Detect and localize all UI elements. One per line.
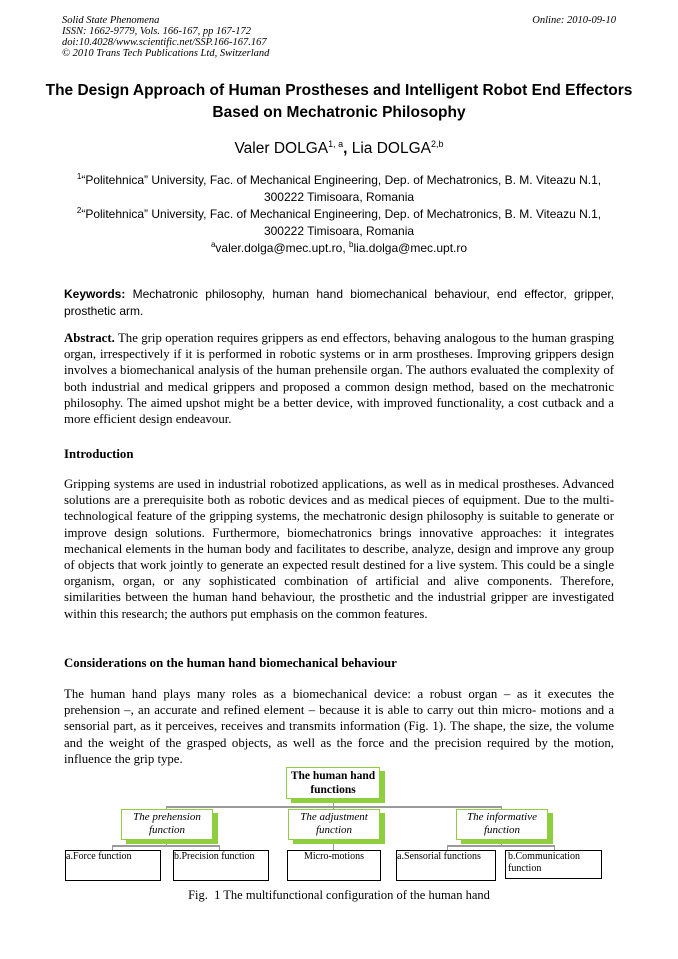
email-line [60, 236, 618, 257]
leaf-sensorial-functions [396, 850, 496, 881]
paper-title: The Design Approach of Human Prostheses and Intelligent Robot End Effectors Based on Mechatronic Philosophy [45, 82, 633, 121]
connector-b1-h [112, 845, 220, 847]
keywords-text: Mechatronic philosophy, human hand biomechanical behaviour, end effector, gripper, prosthetic arm. [64, 287, 614, 318]
author-1-sup: 1, a [328, 139, 344, 149]
introduction-text: Gripping systems are used in industrial robotized applications, as well as in medical prostheses. Advanced solutions are a prerequisite both as robotic devices and as medical pieces of equipment. Due to the multi-technological feature of the gripping systems, the mechatronic design philosophy is suitable to generate or improve design solutions. Furthermore, biomechatronics brings innovative approaches: it integrates mechanical elements in the human body and facilitates to describe, analyze, design and improve any group of objects that work jointly to generate an expected result destined for a live system. This could be a single organism, organ, or any sophisticated combination of artificial and alive components. Therefore, similarities between the human hand behaviour, the prosthetic and the industrial gripper are investigated within this research; the authors put emphasis on the common features. [64, 477, 614, 621]
aff-1-line-2: 300222 Timisoara, Romania [263, 190, 415, 204]
author-separator: , [343, 140, 348, 158]
diagram-root-box [286, 767, 380, 799]
diagram-root-label: The human hand functions [290, 770, 376, 796]
author-line [40, 134, 638, 159]
abstract [64, 330, 614, 427]
email-b[interactable]: lia.dolga@mec.upt.ro [353, 241, 468, 255]
copyright-line: © 2010 Trans Tech Publications Ltd, Switzerland [62, 48, 270, 59]
leaf-sensorial-label: a.Sensorial functions [397, 851, 481, 862]
considerations-text: The human hand plays many roles as a biomechanical device: a robust organ – as it executes the prehension –, an accurate and refined element – because it is able to carry out thin micro- motions and a sensorial part, as it perceives, receives and transmits information (Fig. 1). The shape, the size, the volume and the weight of the grasped objects, as well as the force and the precision required by the motion, influence the grip type. [64, 687, 614, 766]
leaf-communication-function [505, 850, 602, 879]
connector-level1 [166, 806, 502, 808]
aff-1-sup: 1 [76, 172, 82, 181]
issn-line: ISSN: 1662-9779, Vols. 166-167, pp 167-172 [62, 26, 251, 37]
connector-b3-h [447, 845, 555, 847]
leaf-force-function [65, 850, 161, 881]
email-b-sup: b [349, 240, 354, 249]
diagram-branch-informative [456, 809, 548, 840]
keywords [64, 286, 614, 320]
author-2-sup: 2,b [430, 139, 444, 149]
aff-1-line-1: “Politehnica” University, Fac. of Mechanical Engineering, Dep. of Mechatronics, B. M. Viteazu N.1, [81, 173, 602, 187]
aff-2-line-2: 300222 Timisoara, Romania [263, 224, 415, 238]
author-2: Lia DOLGA [347, 140, 431, 158]
leaf-micro-motions-label: Micro-motions [304, 851, 364, 862]
affiliation-2 [60, 202, 618, 240]
leaf-micro-motions [287, 850, 381, 881]
leaf-precision-label: b.Precision function [174, 851, 255, 862]
online-date: Online: 2010-09-10 [532, 15, 616, 26]
keywords-label: Keywords: [64, 287, 126, 301]
figure-1-caption: Fig. 1 The multifunctional configuration of the human hand [188, 888, 490, 902]
branch-informative-label: The informative function [467, 811, 537, 836]
diagram-branch-adjustment [288, 809, 380, 840]
branch-prehension-label: The prehension function [133, 811, 201, 836]
diagram-branch-prehension [121, 809, 213, 840]
aff-2-line-1: “Politehnica” University, Fac. of Mechanical Engineering, Dep. of Mechatronics, B. M. Viteazu N.1, [81, 207, 602, 221]
connector-b2-down [333, 839, 334, 850]
leaf-force-label: a.Force function [66, 851, 132, 862]
email-separator: , [342, 241, 349, 255]
aff-2-sup: 2 [76, 206, 82, 215]
abstract-label: Abstract. [64, 331, 115, 345]
branch-adjustment-label: The adjustment function [300, 811, 368, 836]
abstract-text: The grip operation requires grippers as end effectors, behaving analogous to the human grasping organ, irrespectively if it is performed in robotic systems or in arm prostheses. Improving grippers design involves a biomechanical analysis of the human prehensile organ. The authors evaluated the complexity of both industrial and medical grippers and proposed a common design method, based on the mechatronic philosophy. The aimed upshot might be a better device, with improved functionality, a cost cutback and a more efficient design endeavour. [64, 331, 614, 427]
email-a[interactable]: valer.dolga@mec.upt.ro [215, 241, 343, 255]
affiliation-1 [60, 168, 618, 206]
journal-name: Solid State Phenomena [62, 15, 160, 26]
leaf-communication-label: b.Communication function [508, 851, 580, 874]
doi-line: doi:10.4028/www.scientific.net/SSP.166-167.167 [62, 37, 267, 48]
journal-header [62, 15, 269, 59]
considerations-heading: Considerations on the human hand biomechanical behaviour [64, 656, 397, 670]
leaf-precision-function [173, 850, 269, 881]
introduction-heading: Introduction [64, 447, 134, 461]
author-1: Valer DOLGA [234, 140, 329, 158]
email-a-sup: a [210, 240, 216, 249]
